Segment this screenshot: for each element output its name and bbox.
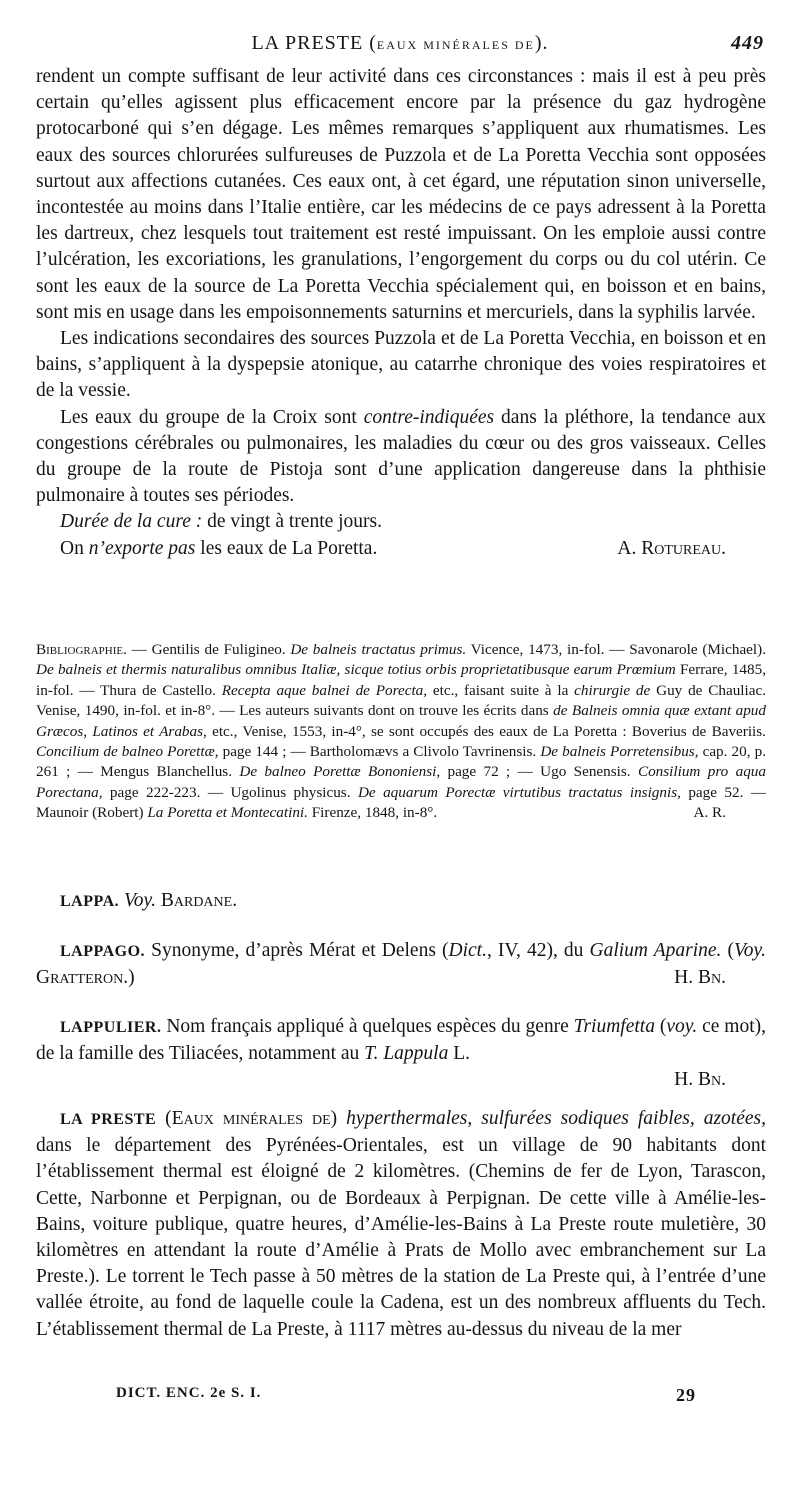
headword: LAPPAGO.	[60, 943, 146, 960]
paragraph: Les indications secondaires des sources Puzzola et de La Poretta Vecchia, en boisson et en bains, s’appliquent à la dyspepsie atonique, au catarrhe chronique des voies respiratoires et de la vessie.	[36, 328, 766, 402]
headword: LA PRESTE	[60, 1111, 157, 1128]
paragraph: Les eaux du groupe de la Croix sont contre-indiquées dans la pléthore, la tendance aux congestions cérébrales ou pulmonaires, les maladies du cœur ou des gros vaisseaux. Celles du groupe de la route de Pistoja sont d’une application dangereuse dans la phthisie pulmonaire à toutes ses périodes.	[36, 406, 766, 507]
bibliography-label: Bibliographie.	[36, 641, 127, 658]
article-intro	[36, 64, 766, 562]
paragraph: Durée de la cure : de vingt à trente jours.	[60, 511, 383, 533]
author-signature: A. Rotureau.	[617, 537, 726, 559]
paragraph: rendent un compte suffisant de leur activité dans ces circonstances : mais il est à peu près certain qu’elles agissent plus efficacement encore par la présence du gaz hydrogène protocarboné qui s’en dégage. Les mêmes remarques s’appliquent aux rhumatismes. Les eaux des sources chlorurées sulfureuses de Puzzola et de La Poretta Vecchia sont opposées surtout aux affections cutanées. Ces eaux ont, à cet égard, une réputation sinon universelle, incontestée au moins dans l’Italie entière, car les médecins de ce pays adressent à la Poretta les dartreux, chez lesquels tout traitement est resté impuissant. On les emploie aussi contre l’ulcération, les excoriations, les granulations, l’engorgement du corps ou du col utérin. Ce sont les eaux de la source de La Poretta Vecchia spécialement qui, en boisson et en bains, sont mis en usage dans les empoisonnements saturnins et mercuriels, dans la syphilis larvée.	[36, 66, 766, 323]
headword: LAPPA.	[60, 893, 120, 910]
paragraph: On n’exporte pas les eaux de La Poretta. A. Rotureau.	[36, 536, 766, 562]
page-number: 449	[731, 32, 764, 54]
sheet-number: 29	[676, 1385, 696, 1405]
headword: LAPPULIER.	[60, 1019, 162, 1036]
bibliography-signature: A. R.	[693, 804, 726, 822]
entry-lappago: LAPPAGO. Synonyme, d’après Mérat et Delens (Dict., IV, 42), du Galium Aparine. (Voy. Gratteron.) H. Bn.	[36, 938, 766, 991]
entry-lappulier: LAPPULIER. Nom français appliqué à quelques espèces du genre Triumfetta (voy. ce mot), de la famille des Tiliacées, notamment au T. Lappula L. H. Bn.	[36, 1014, 766, 1094]
page-footer	[116, 1385, 696, 1405]
bibliography: Bibliographie. — Gentilis de Fuligineo. De balneis tractatus primus. Vicence, 1473, in-fol. — Savonarole (Michael). De balneis et thermis naturalibus omnibus Italiæ, sicque totius orbis proprietatibusque earum Prœmium Ferrare, 1485, in-fol. — Thura de Castello. Recepta aque balnei de Porecta, etc., faisant suite à la chirurgie de Guy de Chauliac. Venise, 1490, in-fol. et in-8°. — Les auteurs suivants dont on trouve les écrits dans de Balneis omnia quæ extant apud Græcos, Latinos et Arabas, etc., Venise, 1553, in-4°, se sont occupés des eaux de La Poretta : Boverius de Baveriis. Concilium de balneo Porettæ, page 144 ; — Bartholomævs a Clivolo Tavrinensis. De balneis Porretensibus, cap. 20, p. 261 ; — Mengus Blanchellus. De balneo Porettæ Bononiensi, page 72 ; — Ugo Senensis. Consilium pro aqua Porectana, page 222-223. — Ugolinus physicus. De aquarum Porectæ virtutibus tractatus insignis, page 52. — Maunoir (Robert) La Poretta et Montecatini. Firenze, 1848, in-8°. A. R.	[36, 640, 766, 824]
entry-signature: H. Bn.	[674, 967, 726, 989]
entry-lappa: LAPPA. Voy. Bardane.	[60, 890, 238, 911]
entry-la-preste: LA PRESTE (Eaux minérales de) hyperthermales, sulfurées sodiques faibles, azotées, dans le département des Pyrénées-Orientales, est un village de 90 habitants dont l’établissement thermal est éloigné de 2 kilomètres. (Chemins de fer de Lyon, Tarascon, Cette, Narbonne et Perpignan, ou de Bordeaux à Perpignan. De cette ville à Amélie-les-Bains, voiture publique, quatre heures, d’Amélie-les-Bains à La Preste route muletière, 30 kilomètres en attendant la route d’Amélie à Prats de Mollo avec embranchement sur La Preste.). Le torrent le Tech passe à 50 mètres de la station de La Preste qui, à l’entrée d’une vallée étroite, au fond de laquelle coule la Cadena, est un des nombreux affluents du Tech. L’établissement thermal de La Preste, à 1117 mètres au-dessus du niveau de la mer	[36, 1108, 766, 1340]
running-header	[36, 32, 764, 56]
signature-mark: DICT. ENC. 2e S. I.	[116, 1385, 262, 1401]
entry-signature: H. Bn.	[674, 1069, 726, 1091]
running-title: LA PRESTE (EAUX MINÉRALES DE).	[251, 32, 549, 54]
